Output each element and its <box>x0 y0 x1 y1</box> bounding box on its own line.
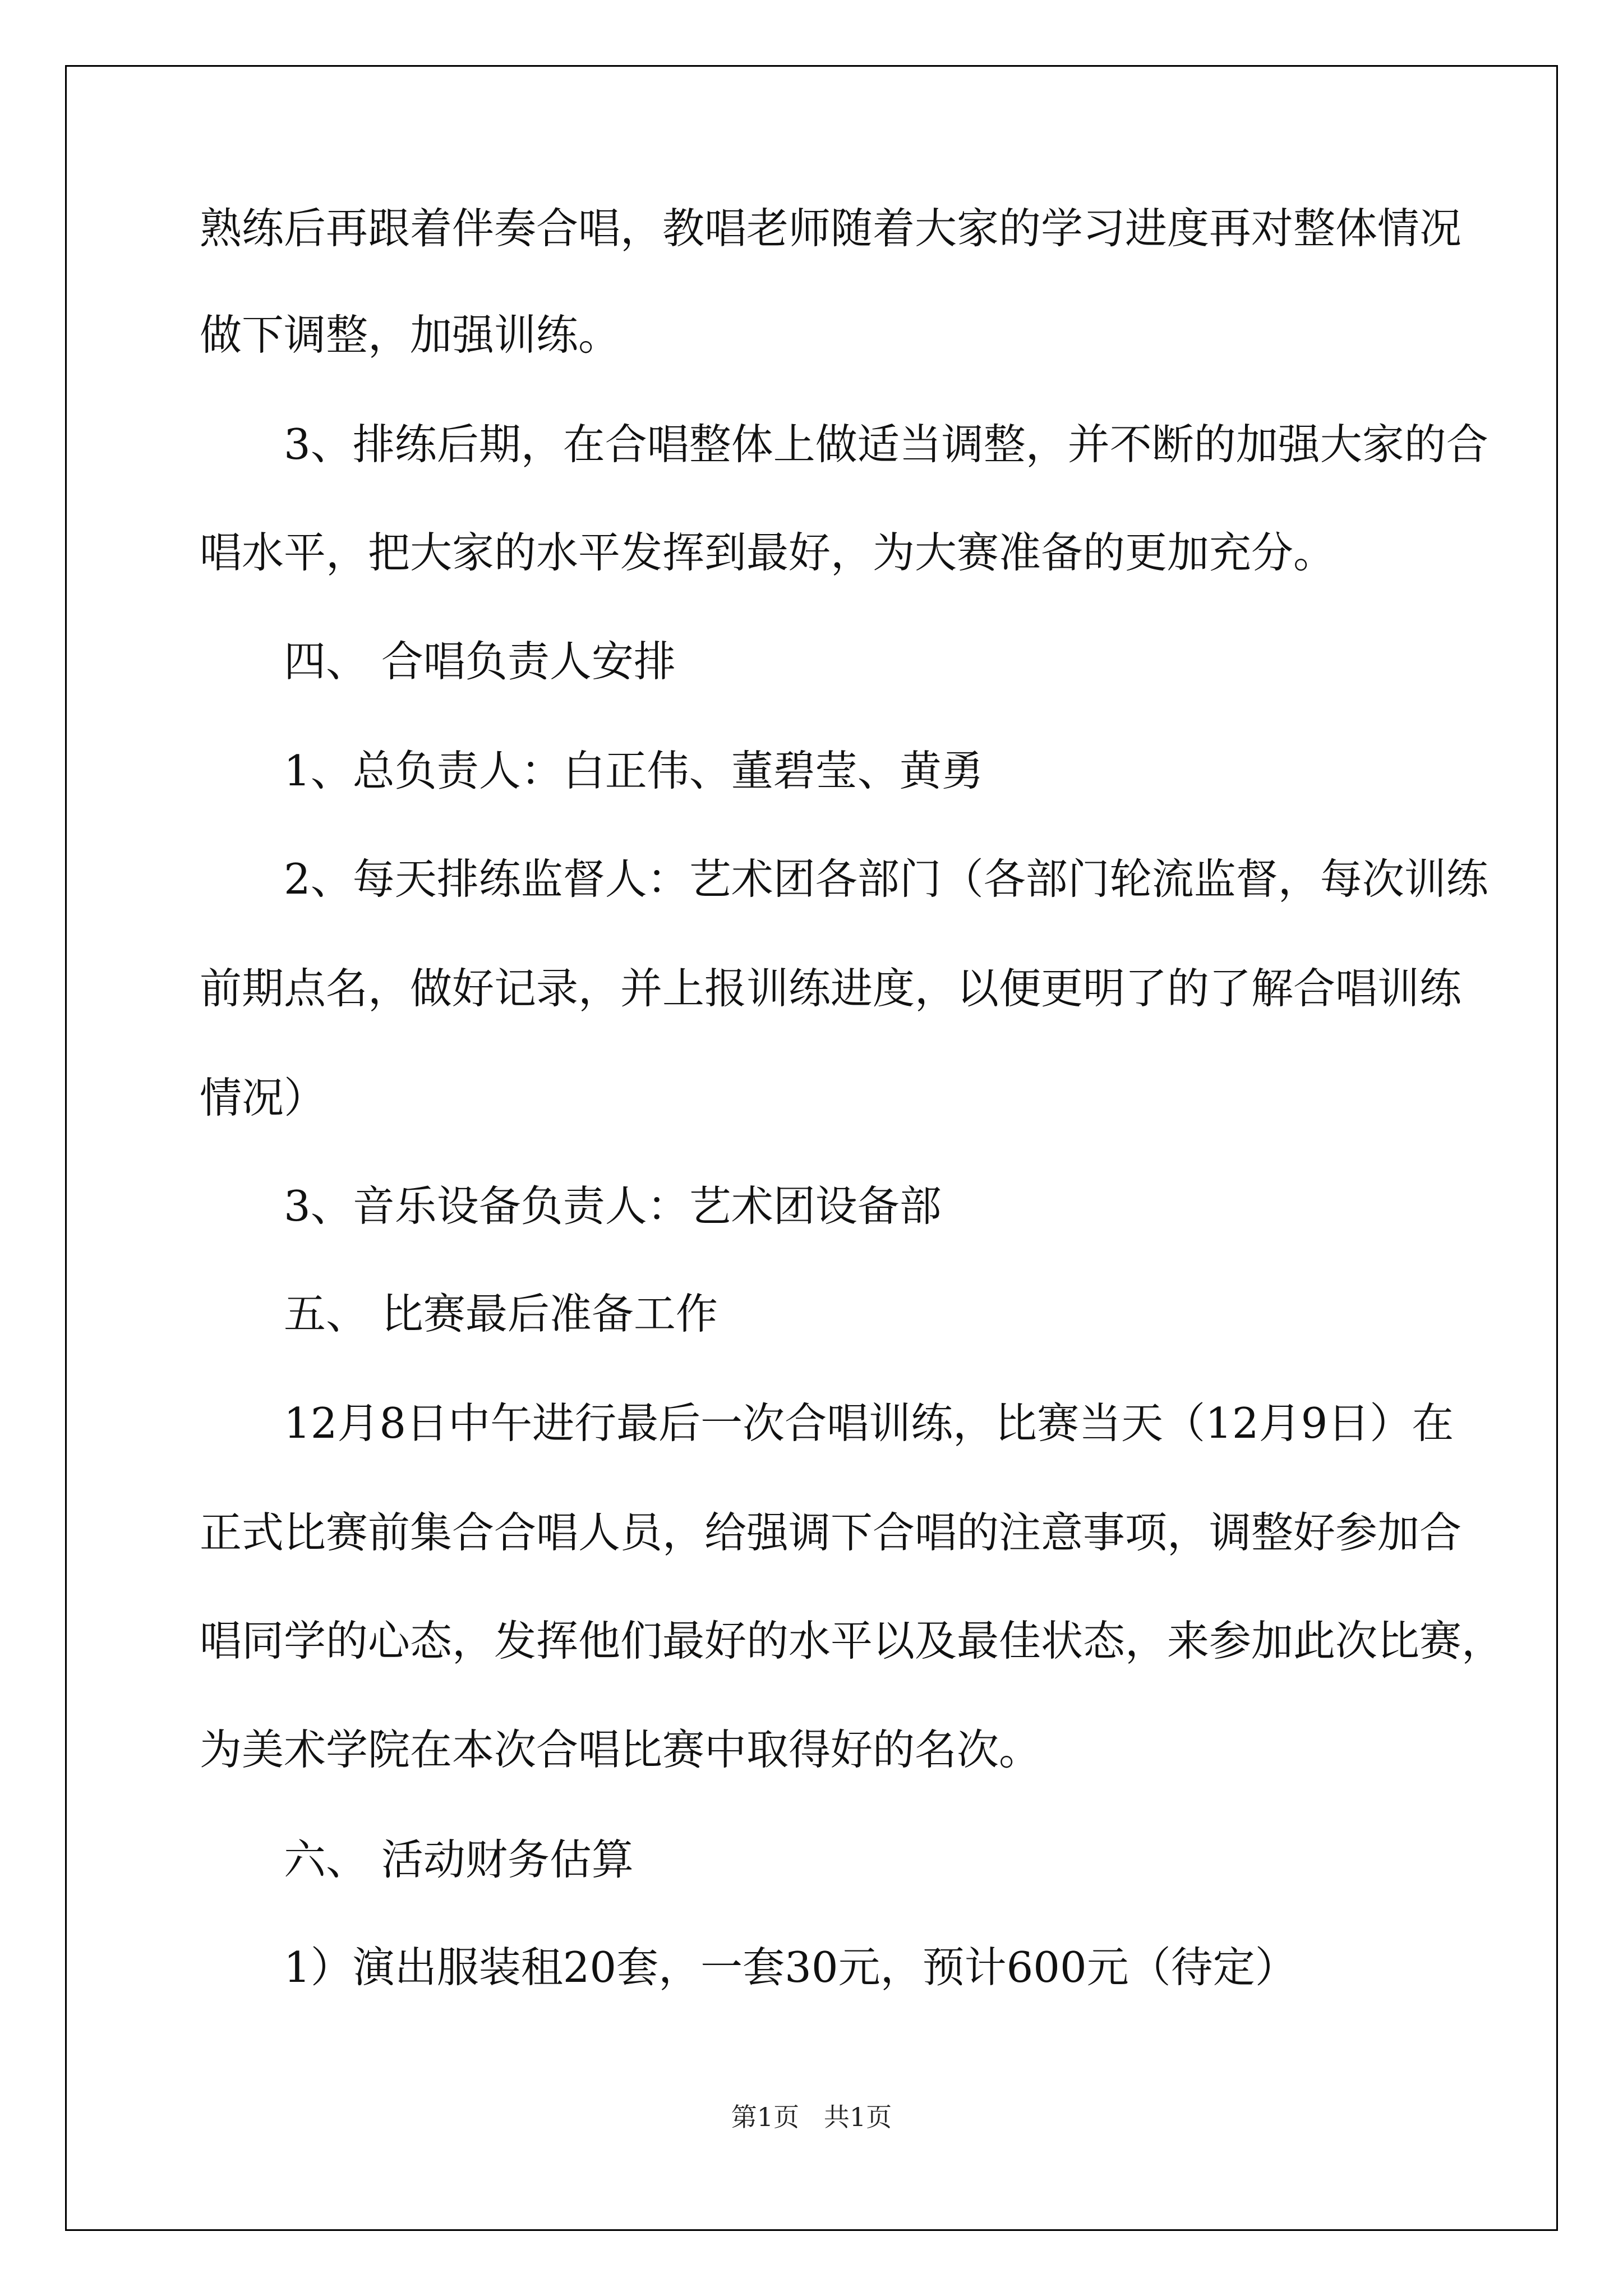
paragraph-line: 做下调整，加强训练。 <box>200 310 621 360</box>
page-border <box>65 65 1558 2231</box>
paragraph-line: 正式比赛前集合合唱人员，给强调下合唱的注意事项，调整好参加合 <box>200 1508 1462 1557</box>
section-heading: 五、 比赛最后准备工作 <box>284 1289 718 1338</box>
paragraph-line: 12月8日中午进行最后一次合唱训练，比赛当天（12月9日）在 <box>284 1398 1454 1448</box>
paragraph-line: 唱同学的心态，发挥他们最好的水平以及最佳状态，来参加此次比赛， <box>200 1616 1504 1665</box>
paragraph-line: 3、音乐设备负责人：艺术团设备部 <box>284 1181 942 1231</box>
paragraph-line: 为美术学院在本次合唱比赛中取得好的名次。 <box>200 1725 1041 1774</box>
paragraph-line: 1、总负责人：白正伟、董碧莹、黄勇 <box>284 746 984 795</box>
paragraph-line: 3、排练后期，在合唱整体上做适当调整，并不断的加强大家的合 <box>284 420 1488 469</box>
paragraph-line: 唱水平，把大家的水平发挥到最好，为大赛准备的更加充分。 <box>200 528 1336 577</box>
paragraph-line: 2、每天排练监督人：艺术团各部门（各部门轮流监督，每次训练 <box>284 854 1488 904</box>
paragraph-line: 1）演出服装租20套，一套30元，预计600元（待定） <box>284 1943 1297 1992</box>
paragraph-line: 前期点名，做好记录，并上报训练进度，以便更明了的了解合唱训练 <box>200 964 1462 1013</box>
paragraph-line: 熟练后再跟着伴奏合唱，教唱老师随着大家的学习进度再对整体情况 <box>200 204 1462 253</box>
section-heading: 四、 合唱负责人安排 <box>284 637 676 686</box>
page-number-footer: 第1页 共1页 <box>731 2102 892 2132</box>
paragraph-line: 情况） <box>200 1073 326 1122</box>
section-heading: 六、 活动财务估算 <box>284 1835 634 1884</box>
